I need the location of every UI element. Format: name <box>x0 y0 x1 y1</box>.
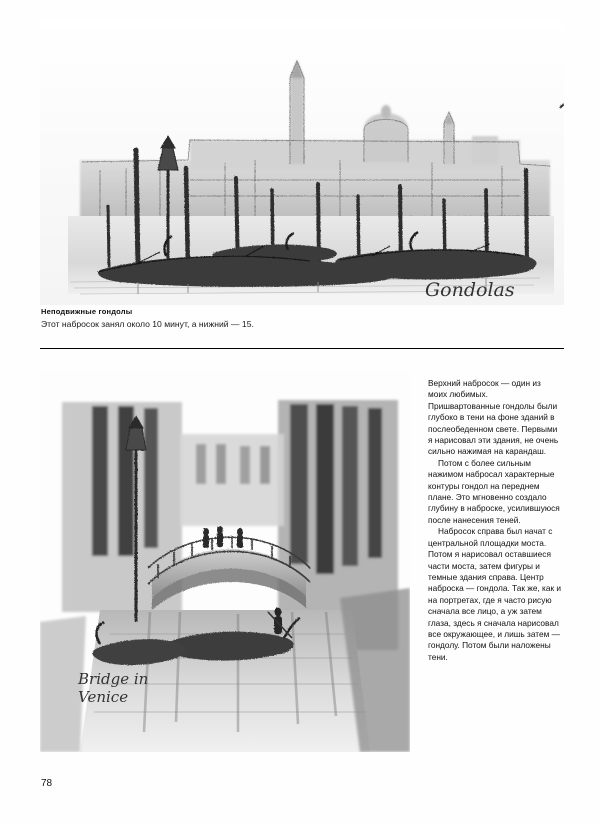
figure-gondolas <box>40 20 564 305</box>
figure-top-signature: Gondolas <box>425 279 515 301</box>
bridge-drawing <box>40 372 410 752</box>
body-paragraph-2: Потом с более сильным нажимом набросал характерные контуры гондол на переднем плане. Это мгновенно создало глубину в наброске, усилившуюся после нанесения теней. <box>428 457 560 525</box>
gondolas-drawing <box>40 20 564 305</box>
body-paragraph-1: Верхний набросок — один из моих любимых. Пришвартованные гондолы были глубоко в тени на фоне зданий в послеобеденном свете. Первыми я нарисовал эти здания, не очень сильно нажимая на карандаш. <box>428 378 559 457</box>
figure-bottom-signature-line1: Bridge in <box>78 670 149 688</box>
page-number: 78 <box>41 778 53 789</box>
body-text-column <box>428 378 562 663</box>
figure-top-caption <box>41 307 371 330</box>
figure-bridge-in-venice <box>40 372 410 752</box>
body-paragraph-3: Набросок справа был начат с центральной площадки моста. Потом я нарисовал оставшиеся части моста, затем фигуры и темные здания справа. Центр наброска — гондола. Так же, как и на портретах, где я часто рисую сначала все лицо, а уж затем глаза, здесь я сначала нарисовал все окружающее, и лишь затем — гондолу. Потом были наложены тени. <box>428 526 562 662</box>
caption-text: Этот набросок занял около 10 минут, а нижний — 15. <box>41 319 254 329</box>
figure-bottom-signature-line2: Venice <box>78 688 129 706</box>
section-divider <box>40 348 564 349</box>
caption-title: Неподвижные гондолы <box>41 307 133 316</box>
